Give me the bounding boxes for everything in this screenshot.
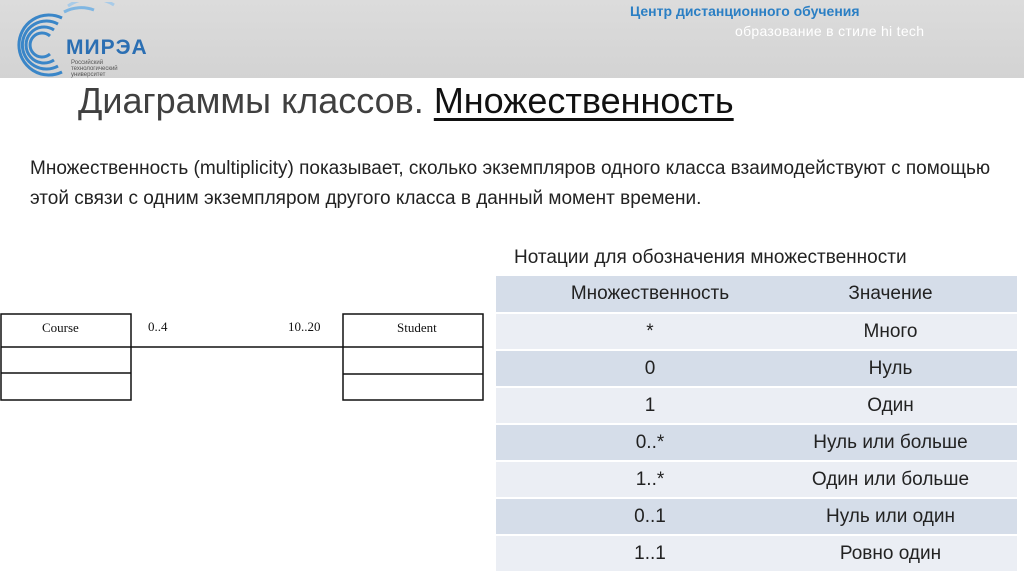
cell-meaning: Нуль или больше: [764, 424, 1017, 461]
multiplicity-left: 0..4: [148, 319, 168, 334]
table-row: [496, 461, 1017, 498]
slide-title-plain: Диаграммы классов.: [78, 80, 434, 121]
slide-title: [78, 80, 734, 122]
table-row: [496, 313, 1017, 350]
table-row: [496, 535, 1017, 572]
center-title: Центр дистанционного обучения: [630, 3, 860, 19]
cell-meaning: Нуль: [764, 350, 1017, 387]
cell-meaning: Ровно один: [764, 535, 1017, 572]
table-row: [496, 350, 1017, 387]
table-row: [496, 498, 1017, 535]
cell-multiplicity: 1..*: [496, 461, 764, 498]
cell-multiplicity: 0..1: [496, 498, 764, 535]
logo: [4, 2, 174, 78]
student-class-name: Student: [397, 320, 437, 335]
cell-multiplicity: 0..*: [496, 424, 764, 461]
cell-multiplicity: 0: [496, 350, 764, 387]
cell-meaning: Нуль или один: [764, 498, 1017, 535]
header-band: [0, 0, 1024, 78]
cell-meaning: Один: [764, 387, 1017, 424]
multiplicity-table: [496, 276, 1017, 573]
cell-meaning: Один или больше: [764, 461, 1017, 498]
multiplicity-right: 10..20: [288, 319, 321, 334]
center-subtitle: образование в стиле hi tech: [735, 23, 925, 39]
header-cell-meaning: Значение: [764, 276, 1017, 313]
header-cell-multiplicity: Множественность: [496, 276, 764, 313]
cell-multiplicity: *: [496, 313, 764, 350]
table-header-row: [496, 276, 1017, 313]
cell-multiplicity: 1..1: [496, 535, 764, 572]
uml-class-diagram: [0, 310, 490, 410]
slide-paragraph: Множественность (multiplicity) показывает, сколько экземпляров одного класса взаимодействуют с помощью этой связи с одним экземпляром другого класса в данный момент времени.: [30, 158, 991, 209]
table-row: [496, 387, 1017, 424]
logo-subtitle: Российский технологический университет: [71, 60, 118, 78]
table-row: [496, 424, 1017, 461]
slide-title-accent: Множественность: [433, 80, 734, 121]
cell-multiplicity: 1: [496, 387, 764, 424]
logo-wordmark: МИРЭА: [66, 36, 148, 59]
course-class-name: Course: [42, 320, 79, 335]
table-caption: Нотации для обозначения множественности: [514, 247, 907, 268]
cell-meaning: Много: [764, 313, 1017, 350]
